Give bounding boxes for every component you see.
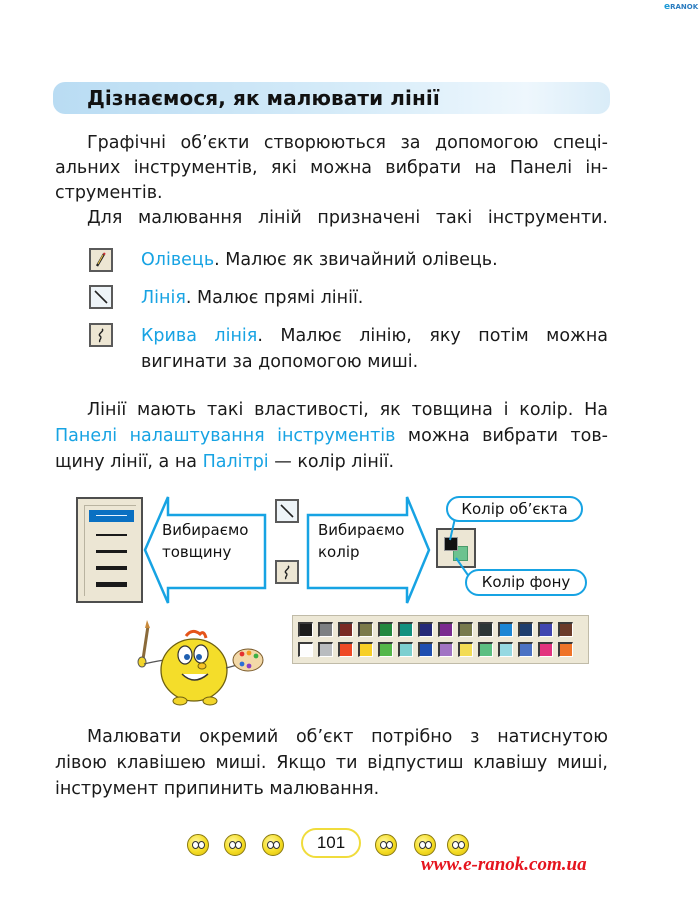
line-thickness-panel bbox=[76, 497, 143, 603]
thickness-option-3[interactable] bbox=[96, 550, 127, 553]
thickness-options bbox=[84, 505, 136, 596]
line-tool-button[interactable] bbox=[89, 285, 113, 309]
pencil-icon bbox=[91, 250, 111, 270]
tool-curve-description-2: вигинати за допомогою миші. bbox=[141, 352, 419, 372]
palette-color-1-13[interactable] bbox=[538, 622, 553, 637]
palette-color-2-4[interactable] bbox=[358, 642, 373, 657]
palette-color-2-5[interactable] bbox=[378, 642, 393, 657]
thickness-option-5[interactable] bbox=[96, 582, 127, 587]
choose-thickness-line-1: Вибираємо bbox=[162, 521, 249, 539]
line-icon bbox=[277, 501, 297, 521]
properties-line-2-rest: можна вибрати тов- bbox=[395, 426, 608, 446]
properties-line-1: Лінії мають такі властивості, як товщина і колір. На bbox=[87, 400, 608, 420]
mascot-icon bbox=[187, 834, 209, 856]
diagram-curve-tool[interactable] bbox=[275, 560, 299, 584]
intro-line-1: Графічні об’єкти створюються за допомогою спеці- bbox=[87, 133, 608, 153]
curve-icon bbox=[277, 562, 297, 582]
palette-link: Палітрі bbox=[202, 452, 269, 472]
curve-icon bbox=[91, 325, 111, 345]
properties-line-3 bbox=[55, 449, 394, 475]
palette-color-2-3[interactable] bbox=[338, 642, 353, 657]
palette-color-1-1[interactable] bbox=[298, 622, 313, 637]
mascot-icon bbox=[414, 834, 436, 856]
properties-line-3-start: щину лінії, а на bbox=[55, 452, 203, 472]
section-title: Дізнаємося, як малювати лінії bbox=[87, 86, 440, 110]
palette-color-2-12[interactable] bbox=[518, 642, 533, 657]
line-icon bbox=[91, 287, 111, 307]
background-color-callout: Колір фону bbox=[465, 569, 587, 596]
tool-pencil-name: Олівець bbox=[141, 250, 215, 270]
palette-color-2-1[interactable] bbox=[298, 642, 313, 657]
palette-color-1-5[interactable] bbox=[378, 622, 393, 637]
mascot-icon bbox=[447, 834, 469, 856]
tool-line-name: Лінія bbox=[141, 288, 186, 308]
palette-color-1-14[interactable] bbox=[558, 622, 573, 637]
mascot-icon bbox=[375, 834, 397, 856]
choose-color-line-2: колір bbox=[318, 543, 360, 561]
palette-color-1-7[interactable] bbox=[418, 622, 433, 637]
palette-color-2-2[interactable] bbox=[318, 642, 333, 657]
palette-color-2-9[interactable] bbox=[458, 642, 473, 657]
tool-line-description: . Малює прямі лінії. bbox=[185, 288, 364, 308]
logo-prefix: e bbox=[664, 2, 671, 12]
palette-color-1-9[interactable] bbox=[458, 622, 473, 637]
tool-curve-description: . Малює лінію, яку потім можна bbox=[257, 326, 608, 346]
palette-color-1-10[interactable] bbox=[478, 622, 493, 637]
mascot-painter-illustration bbox=[130, 618, 270, 708]
publisher-website-link[interactable]: www.e-ranok.com.ua bbox=[421, 854, 587, 875]
thickness-option-1-selected[interactable] bbox=[89, 510, 134, 522]
palette-color-2-7[interactable] bbox=[418, 642, 433, 657]
logo-text: RANOK bbox=[670, 3, 699, 11]
palette-color-1-11[interactable] bbox=[498, 622, 513, 637]
tool-line-text bbox=[141, 285, 363, 311]
intro-line-3: струментів. bbox=[55, 183, 163, 203]
palette-color-1-3[interactable] bbox=[338, 622, 353, 637]
properties-line-3-rest: — колір лінії. bbox=[268, 452, 395, 472]
palette-color-1-4[interactable] bbox=[358, 622, 373, 637]
mascot-icon bbox=[224, 834, 246, 856]
intro-line-2: альних інструментів, які можна вибрати на Панелі ін- bbox=[55, 158, 608, 178]
tool-curve-name: Крива лінія bbox=[141, 326, 258, 346]
tool-settings-panel-link: Панелі налаштування інструментів bbox=[55, 426, 396, 446]
choose-thickness-label bbox=[162, 519, 248, 563]
choose-color-label bbox=[318, 519, 404, 563]
palette-color-1-6[interactable] bbox=[398, 622, 413, 637]
closing-line-1: Малювати окремий об’єкт потрібно з натиснутою bbox=[87, 727, 608, 747]
thickness-option-2[interactable] bbox=[96, 534, 127, 536]
palette-color-2-13[interactable] bbox=[538, 642, 553, 657]
page-number: 101 bbox=[301, 828, 361, 858]
properties-line-2 bbox=[55, 423, 608, 449]
palette-color-1-12[interactable] bbox=[518, 622, 533, 637]
thickness-option-4[interactable] bbox=[96, 566, 127, 570]
object-color-callout: Колір об’єкта bbox=[446, 496, 583, 522]
palette-color-1-8[interactable] bbox=[438, 622, 453, 637]
palette-color-2-6[interactable] bbox=[398, 642, 413, 657]
palette-color-2-14[interactable] bbox=[558, 642, 573, 657]
palette-color-2-11[interactable] bbox=[498, 642, 513, 657]
palette-color-2-10[interactable] bbox=[478, 642, 493, 657]
choose-thickness-line-2: товщину bbox=[162, 543, 232, 561]
palette-color-1-2[interactable] bbox=[318, 622, 333, 637]
closing-line-3: інструмент припинить малювання. bbox=[55, 779, 380, 799]
tools-intro: Для малювання ліній призначені такі інструменти. bbox=[87, 208, 608, 228]
diagram-line-tool[interactable] bbox=[275, 499, 299, 523]
curve-tool-button[interactable] bbox=[89, 323, 113, 347]
choose-color-line-1: Вибираємо bbox=[318, 521, 405, 539]
publisher-logo bbox=[664, 2, 698, 12]
closing-line-2: лівою клавішею миші. Якщо ти відпустиш клавішу миші, bbox=[55, 753, 608, 773]
tool-pencil-text bbox=[141, 247, 498, 273]
pencil-tool-button[interactable] bbox=[89, 248, 113, 272]
color-palette bbox=[292, 615, 589, 664]
mascot-icon bbox=[262, 834, 284, 856]
tool-pencil-description: . Малює як звичайний олівець. bbox=[214, 250, 498, 270]
tool-curve-text bbox=[141, 323, 608, 349]
palette-color-2-8[interactable] bbox=[438, 642, 453, 657]
